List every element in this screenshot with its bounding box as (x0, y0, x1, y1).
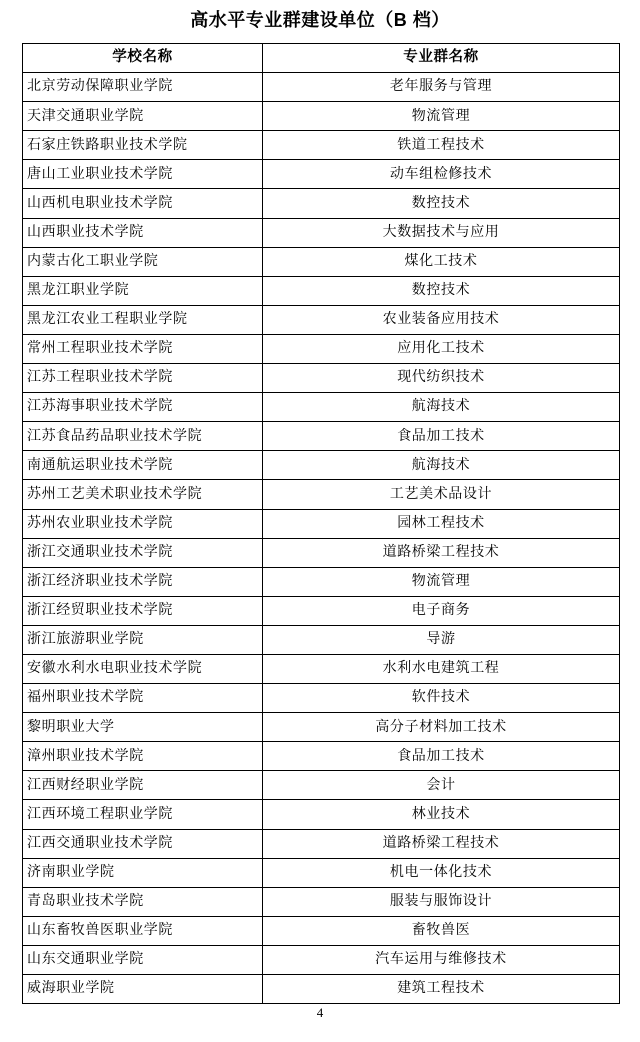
table-row (23, 625, 620, 654)
table-row (23, 247, 620, 276)
table-row (23, 684, 620, 713)
table-row (23, 596, 620, 625)
school-name-cell: 江西交通职业技术学院 (23, 829, 263, 858)
page-number: 4 (316, 1005, 324, 1021)
program-group-cell: 老年服务与管理 (263, 73, 620, 102)
table-row (23, 73, 620, 102)
program-group-cell: 大数据技术与应用 (263, 218, 620, 247)
school-name-cell: 山东交通职业学院 (23, 945, 263, 974)
program-group-cell: 畜牧兽医 (263, 916, 620, 945)
program-group-cell: 会计 (263, 771, 620, 800)
school-name-header: 学校名称 (23, 44, 263, 73)
school-name-cell: 苏州工艺美术职业技术学院 (23, 480, 263, 509)
table-row (23, 916, 620, 945)
school-name-cell: 青岛职业技术学院 (23, 887, 263, 916)
program-group-cell: 工艺美术品设计 (263, 480, 620, 509)
table-row (23, 334, 620, 363)
program-group-cell: 高分子材料加工技术 (263, 713, 620, 742)
program-group-cell: 水利水电建筑工程 (263, 654, 620, 683)
program-group-cell: 航海技术 (263, 393, 620, 422)
table-row (23, 451, 620, 480)
program-group-cell: 食品加工技术 (263, 422, 620, 451)
school-name-cell: 江西财经职业学院 (23, 771, 263, 800)
program-group-cell: 现代纺织技术 (263, 364, 620, 393)
table-row (23, 218, 620, 247)
program-group-cell: 航海技术 (263, 451, 620, 480)
school-name-cell: 浙江交通职业技术学院 (23, 538, 263, 567)
program-group-cell: 应用化工技术 (263, 334, 620, 363)
school-name-cell: 天津交通职业学院 (23, 102, 263, 131)
table-row (23, 189, 620, 218)
school-name-cell: 北京劳动保障职业学院 (23, 73, 263, 102)
program-group-cell: 服装与服饰设计 (263, 887, 620, 916)
school-name-cell: 黑龙江农业工程职业学院 (23, 305, 263, 334)
program-group-cell: 铁道工程技术 (263, 131, 620, 160)
school-name-cell: 济南职业学院 (23, 858, 263, 887)
school-name-cell: 石家庄铁路职业技术学院 (23, 131, 263, 160)
table-row (23, 422, 620, 451)
school-name-cell: 漳州职业技术学院 (23, 742, 263, 771)
table-row (23, 102, 620, 131)
school-name-cell: 黑龙江职业学院 (23, 276, 263, 305)
table-row (23, 975, 620, 1004)
school-name-cell: 江西环境工程职业学院 (23, 800, 263, 829)
table-row (23, 945, 620, 974)
table-row (23, 771, 620, 800)
program-group-cell: 导游 (263, 625, 620, 654)
program-group-cell: 电子商务 (263, 596, 620, 625)
table-row (23, 131, 620, 160)
table-row (23, 276, 620, 305)
school-name-cell: 江苏工程职业技术学院 (23, 364, 263, 393)
school-name-cell: 山东畜牧兽医职业学院 (23, 916, 263, 945)
program-group-cell: 机电一体化技术 (263, 858, 620, 887)
table-row (23, 393, 620, 422)
school-name-cell: 浙江经济职业技术学院 (23, 567, 263, 596)
table-row (23, 654, 620, 683)
program-group-cell: 动车组检修技术 (263, 160, 620, 189)
school-name-cell: 安徽水利水电职业技术学院 (23, 654, 263, 683)
page-title: 高水平专业群建设单位（B 档） (190, 10, 450, 30)
school-name-cell: 江苏海事职业技术学院 (23, 393, 263, 422)
table-row (23, 305, 620, 334)
program-group-cell: 食品加工技术 (263, 742, 620, 771)
program-group-cell: 汽车运用与维修技术 (263, 945, 620, 974)
table-row (23, 742, 620, 771)
table-row (23, 509, 620, 538)
table-row (23, 800, 620, 829)
award-units-table (22, 43, 620, 1004)
school-name-cell: 山西职业技术学院 (23, 218, 263, 247)
table-row (23, 713, 620, 742)
school-name-cell: 内蒙古化工职业学院 (23, 247, 263, 276)
table-row (23, 160, 620, 189)
program-group-cell: 道路桥梁工程技术 (263, 829, 620, 858)
program-group-cell: 道路桥梁工程技术 (263, 538, 620, 567)
table-row (23, 364, 620, 393)
school-name-cell: 南通航运职业技术学院 (23, 451, 263, 480)
school-name-cell: 黎明职业大学 (23, 713, 263, 742)
school-name-cell: 苏州农业职业技术学院 (23, 509, 263, 538)
program-group-cell: 农业装备应用技术 (263, 305, 620, 334)
table-row (23, 480, 620, 509)
school-name-cell: 常州工程职业技术学院 (23, 334, 263, 363)
table-row (23, 829, 620, 858)
school-name-cell: 唐山工业职业技术学院 (23, 160, 263, 189)
table-row (23, 887, 620, 916)
program-group-cell: 煤化工技术 (263, 247, 620, 276)
program-group-header: 专业群名称 (263, 44, 620, 73)
table-header-row (23, 44, 620, 73)
school-name-cell: 浙江经贸职业技术学院 (23, 596, 263, 625)
program-group-cell: 数控技术 (263, 189, 620, 218)
school-name-cell: 江苏食品药品职业技术学院 (23, 422, 263, 451)
school-name-cell: 福州职业技术学院 (23, 684, 263, 713)
program-group-cell: 园林工程技术 (263, 509, 620, 538)
program-group-cell: 物流管理 (263, 102, 620, 131)
program-group-cell: 物流管理 (263, 567, 620, 596)
table-row (23, 858, 620, 887)
program-group-cell: 数控技术 (263, 276, 620, 305)
table-row (23, 538, 620, 567)
school-name-cell: 山西机电职业技术学院 (23, 189, 263, 218)
school-name-cell: 威海职业学院 (23, 975, 263, 1004)
school-name-cell: 浙江旅游职业学院 (23, 625, 263, 654)
table-row (23, 567, 620, 596)
program-group-cell: 林业技术 (263, 800, 620, 829)
program-group-cell: 建筑工程技术 (263, 975, 620, 1004)
program-group-cell: 软件技术 (263, 684, 620, 713)
